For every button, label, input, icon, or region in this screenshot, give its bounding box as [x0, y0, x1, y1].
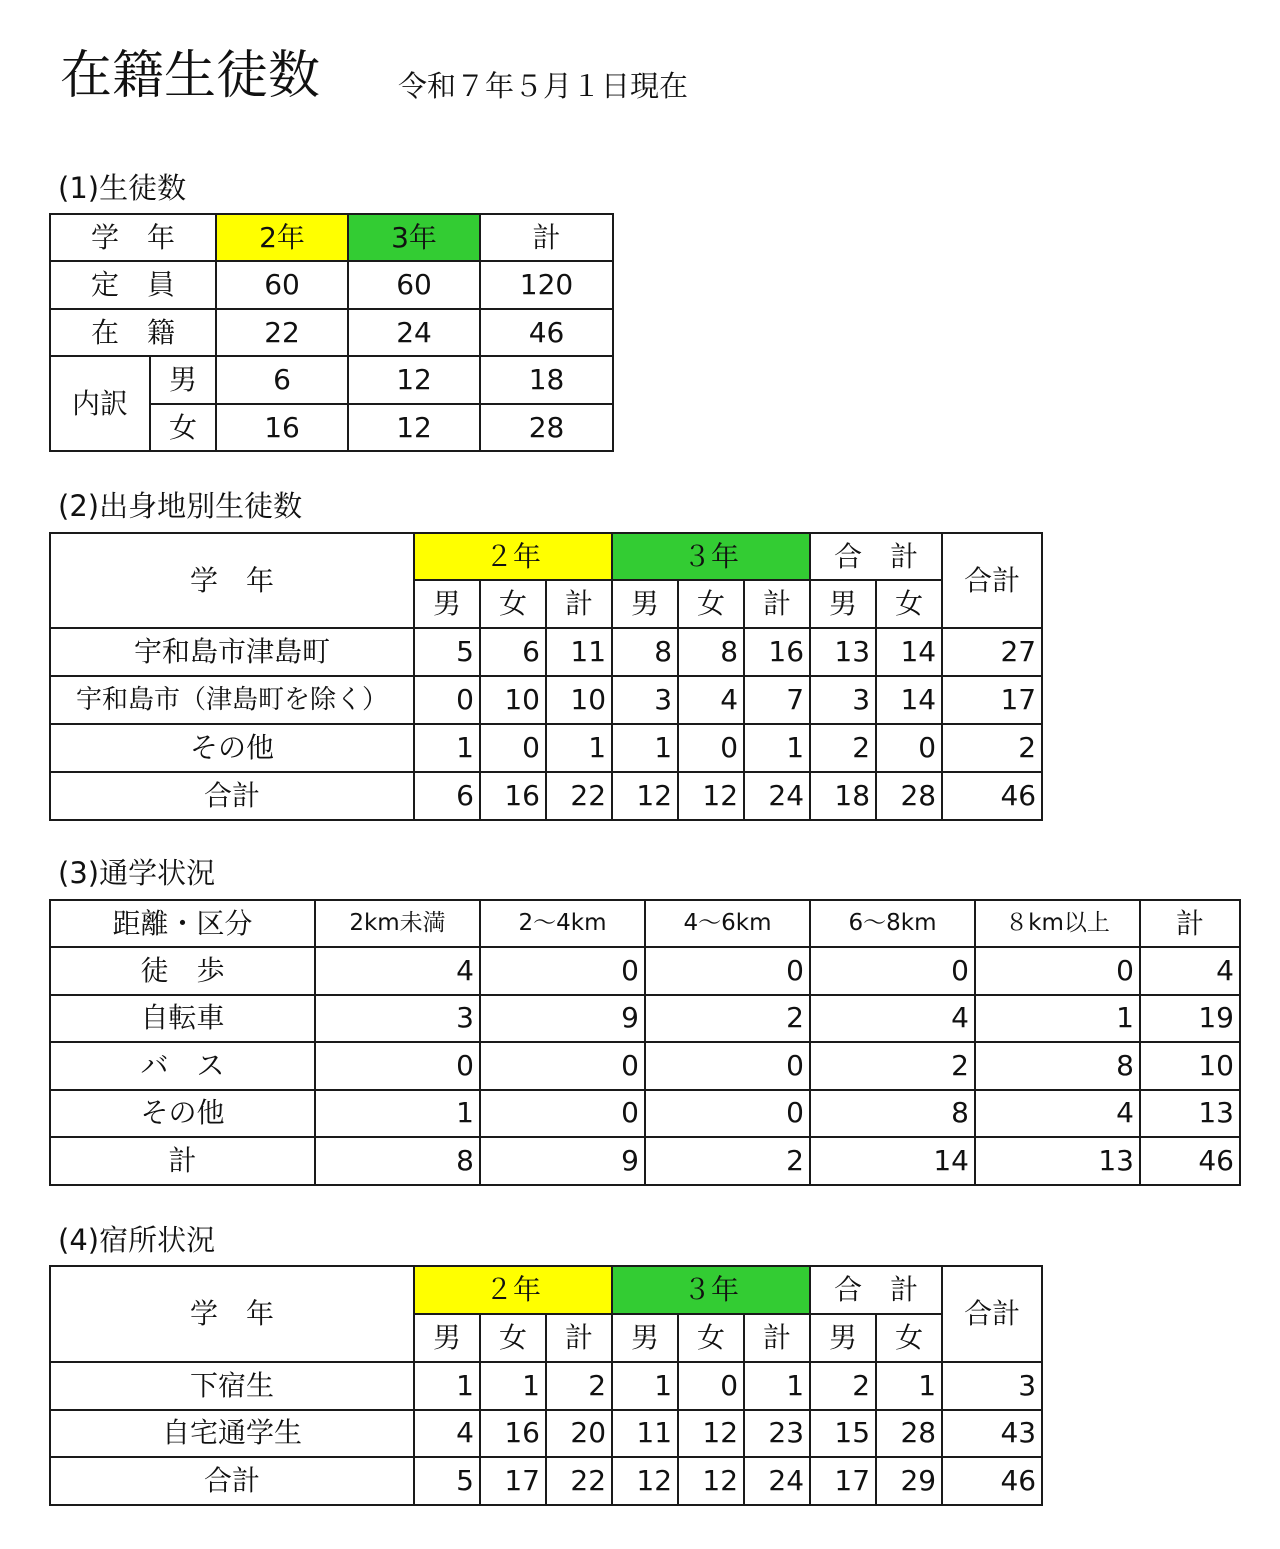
- data-cell: 9: [480, 1137, 645, 1185]
- header-total: 計: [1140, 900, 1240, 947]
- row-label: 下宿生: [50, 1362, 414, 1410]
- data-cell: 2: [810, 724, 876, 772]
- row-label: 宇和島市津島町: [50, 628, 414, 676]
- data-cell: 6: [480, 628, 546, 676]
- data-cell: 46: [942, 1457, 1042, 1505]
- data-cell: 24: [744, 772, 810, 820]
- header-4-6km: 4～6km: [645, 900, 810, 947]
- sub-header: 男: [612, 1314, 678, 1362]
- sub-header: 計: [744, 1314, 810, 1362]
- data-cell: 13: [975, 1137, 1140, 1185]
- table-row: [50, 1410, 1042, 1458]
- sub-header: 女: [678, 1314, 744, 1362]
- data-cell: 1: [546, 724, 612, 772]
- data-cell: 17: [480, 1457, 546, 1505]
- header-grade-2: ２年: [414, 1266, 612, 1314]
- data-cell: 4: [810, 995, 975, 1043]
- data-cell: 16: [480, 1410, 546, 1458]
- data-cell: 12: [612, 772, 678, 820]
- row-label-breakdown: 内訳: [50, 356, 150, 451]
- data-cell: 0: [876, 724, 942, 772]
- data-cell: 0: [480, 947, 645, 995]
- data-cell: 1: [744, 1362, 810, 1410]
- table-row: [50, 947, 1240, 995]
- data-cell: 1: [315, 1090, 480, 1138]
- data-cell: 15: [810, 1410, 876, 1458]
- enrollment-table: [49, 213, 614, 452]
- data-cell: 8: [612, 628, 678, 676]
- section-title-commute: (3)通学状況: [58, 856, 216, 890]
- capacity-total: 120: [480, 261, 613, 309]
- data-cell: 4: [1140, 947, 1240, 995]
- data-cell: 8: [810, 1090, 975, 1138]
- data-cell: 12: [612, 1457, 678, 1505]
- data-cell: 4: [414, 1410, 480, 1458]
- data-cell: 1: [876, 1362, 942, 1410]
- header-grade: 学 年: [50, 214, 216, 261]
- header-under-2km: 2km未満: [315, 900, 480, 947]
- header-grade: 学 年: [50, 533, 414, 628]
- data-cell: 13: [1140, 1090, 1240, 1138]
- section-title-origin: (2)出身地別生徒数: [58, 489, 303, 523]
- as-of-date: 令和７年５月１日現在: [398, 69, 689, 103]
- female-grade-2: 16: [216, 404, 348, 451]
- data-cell: 0: [810, 947, 975, 995]
- data-cell: 1: [414, 724, 480, 772]
- data-cell: 17: [810, 1457, 876, 1505]
- data-cell: 23: [744, 1410, 810, 1458]
- table-row: [50, 1042, 1240, 1090]
- data-cell: 1: [612, 1362, 678, 1410]
- data-cell: 0: [480, 724, 546, 772]
- sub-header: 男: [612, 580, 678, 628]
- sub-header: 女: [480, 1314, 546, 1362]
- data-cell: 7: [744, 676, 810, 724]
- row-label: 合計: [50, 772, 414, 820]
- data-cell: 28: [876, 1410, 942, 1458]
- data-cell: 4: [678, 676, 744, 724]
- table-row: [50, 724, 1042, 772]
- row-label: 自宅通学生: [50, 1410, 414, 1458]
- data-cell: 13: [810, 628, 876, 676]
- data-cell: 29: [876, 1457, 942, 1505]
- table-row: [50, 995, 1240, 1043]
- sub-header: 男: [414, 1314, 480, 1362]
- data-cell: 14: [876, 628, 942, 676]
- sub-header: 男: [810, 1314, 876, 1362]
- data-cell: 2: [942, 724, 1042, 772]
- data-cell: 11: [612, 1410, 678, 1458]
- row-label: 宇和島市（津島町を除く）: [50, 676, 414, 724]
- data-cell: 1: [744, 724, 810, 772]
- housing-table: [49, 1265, 1043, 1506]
- header-grade-2: 2年: [216, 214, 348, 261]
- page-title: 在籍生徒数: [60, 46, 321, 106]
- data-cell: 4: [975, 1090, 1140, 1138]
- row-label: 合計: [50, 1457, 414, 1505]
- data-cell: 22: [546, 772, 612, 820]
- data-cell: 17: [942, 676, 1042, 724]
- data-cell: 0: [414, 676, 480, 724]
- header-grade-3: ３年: [612, 1266, 810, 1314]
- data-cell: 2: [810, 1042, 975, 1090]
- data-cell: 43: [942, 1410, 1042, 1458]
- data-cell: 10: [1140, 1042, 1240, 1090]
- table-row: [50, 676, 1042, 724]
- data-cell: 46: [1140, 1137, 1240, 1185]
- row-label-female: 女: [150, 404, 216, 451]
- row-label: バ ス: [50, 1042, 315, 1090]
- data-cell: 12: [678, 1410, 744, 1458]
- enrolled-grade-2: 22: [216, 309, 348, 356]
- male-grade-2: 6: [216, 356, 348, 404]
- row-label-enrolled: 在 籍: [50, 309, 216, 356]
- origin-table: [49, 532, 1043, 821]
- header-grade: 学 年: [50, 1266, 414, 1362]
- sub-header: 女: [678, 580, 744, 628]
- data-cell: 1: [975, 995, 1140, 1043]
- sub-header: 女: [876, 1314, 942, 1362]
- data-cell: 0: [480, 1090, 645, 1138]
- data-cell: 3: [810, 676, 876, 724]
- data-cell: 2: [645, 1137, 810, 1185]
- row-label: 徒 歩: [50, 947, 315, 995]
- data-cell: 4: [315, 947, 480, 995]
- data-cell: 20: [546, 1410, 612, 1458]
- sub-header: 男: [810, 580, 876, 628]
- data-cell: 0: [480, 1042, 645, 1090]
- data-cell: 0: [975, 947, 1140, 995]
- sub-header: 計: [546, 1314, 612, 1362]
- header-over-8km: ８km以上: [975, 900, 1140, 947]
- row-label-capacity: 定 員: [50, 261, 216, 309]
- header-sum: 合 計: [810, 1266, 942, 1314]
- row-label-male: 男: [150, 356, 216, 404]
- sub-header: 女: [876, 580, 942, 628]
- capacity-grade-2: 60: [216, 261, 348, 309]
- header-total: 合計: [942, 533, 1042, 628]
- data-cell: 11: [546, 628, 612, 676]
- data-cell: 1: [480, 1362, 546, 1410]
- header-sum: 合 計: [810, 533, 942, 580]
- male-total: 18: [480, 356, 613, 404]
- data-cell: 0: [645, 947, 810, 995]
- data-cell: 2: [810, 1362, 876, 1410]
- data-cell: 22: [546, 1457, 612, 1505]
- enrolled-total: 46: [480, 309, 613, 356]
- data-cell: 1: [414, 1362, 480, 1410]
- data-cell: 8: [678, 628, 744, 676]
- sub-header: 男: [414, 580, 480, 628]
- header-total: 計: [480, 214, 613, 261]
- data-cell: 6: [414, 772, 480, 820]
- data-cell: 0: [645, 1090, 810, 1138]
- male-grade-3: 12: [348, 356, 480, 404]
- data-cell: 9: [480, 995, 645, 1043]
- data-cell: 14: [810, 1137, 975, 1185]
- capacity-grade-3: 60: [348, 261, 480, 309]
- header-6-8km: 6～8km: [810, 900, 975, 947]
- data-cell: 5: [414, 1457, 480, 1505]
- sub-header: 計: [546, 580, 612, 628]
- enrolled-grade-3: 24: [348, 309, 480, 356]
- data-cell: 1: [612, 724, 678, 772]
- commute-header-row: [50, 900, 1240, 947]
- data-cell: 10: [480, 676, 546, 724]
- table-row: [50, 1362, 1042, 1410]
- female-grade-3: 12: [348, 404, 480, 451]
- table-row: [50, 628, 1042, 676]
- row-label: その他: [50, 1090, 315, 1138]
- data-cell: 0: [678, 724, 744, 772]
- data-cell: 24: [744, 1457, 810, 1505]
- header-grade-3: ３年: [612, 533, 810, 580]
- data-cell: 46: [942, 772, 1042, 820]
- data-cell: 5: [414, 628, 480, 676]
- section-title-enrollment: (1)生徒数: [58, 171, 187, 205]
- data-cell: 16: [480, 772, 546, 820]
- data-cell: 14: [876, 676, 942, 724]
- header-2-4km: 2～4km: [480, 900, 645, 947]
- row-label: その他: [50, 724, 414, 772]
- data-cell: 3: [315, 995, 480, 1043]
- table-row: [50, 1090, 1240, 1138]
- data-cell: 10: [546, 676, 612, 724]
- female-total: 28: [480, 404, 613, 451]
- row-label: 計: [50, 1137, 315, 1185]
- header-grade-3: 3年: [348, 214, 480, 261]
- data-cell: 8: [975, 1042, 1140, 1090]
- sub-header: 計: [744, 580, 810, 628]
- data-cell: 0: [315, 1042, 480, 1090]
- data-cell: 28: [876, 772, 942, 820]
- data-cell: 3: [942, 1362, 1042, 1410]
- data-cell: 19: [1140, 995, 1240, 1043]
- data-cell: 16: [744, 628, 810, 676]
- data-cell: 0: [678, 1362, 744, 1410]
- section-title-housing: (4)宿所状況: [58, 1223, 216, 1257]
- header-total: 合計: [942, 1266, 1042, 1362]
- data-cell: 3: [612, 676, 678, 724]
- data-cell: 0: [645, 1042, 810, 1090]
- header-distance: 距離・区分: [50, 900, 315, 947]
- data-cell: 12: [678, 1457, 744, 1505]
- table-row: [50, 1457, 1042, 1505]
- table-row: [50, 772, 1042, 820]
- table-row: [50, 1137, 1240, 1185]
- data-cell: 18: [810, 772, 876, 820]
- commute-table: [49, 899, 1241, 1186]
- data-cell: 8: [315, 1137, 480, 1185]
- data-cell: 12: [678, 772, 744, 820]
- header-grade-2: ２年: [414, 533, 612, 580]
- sub-header: 女: [480, 580, 546, 628]
- data-cell: 2: [546, 1362, 612, 1410]
- data-cell: 2: [645, 995, 810, 1043]
- row-label: 自転車: [50, 995, 315, 1043]
- data-cell: 27: [942, 628, 1042, 676]
